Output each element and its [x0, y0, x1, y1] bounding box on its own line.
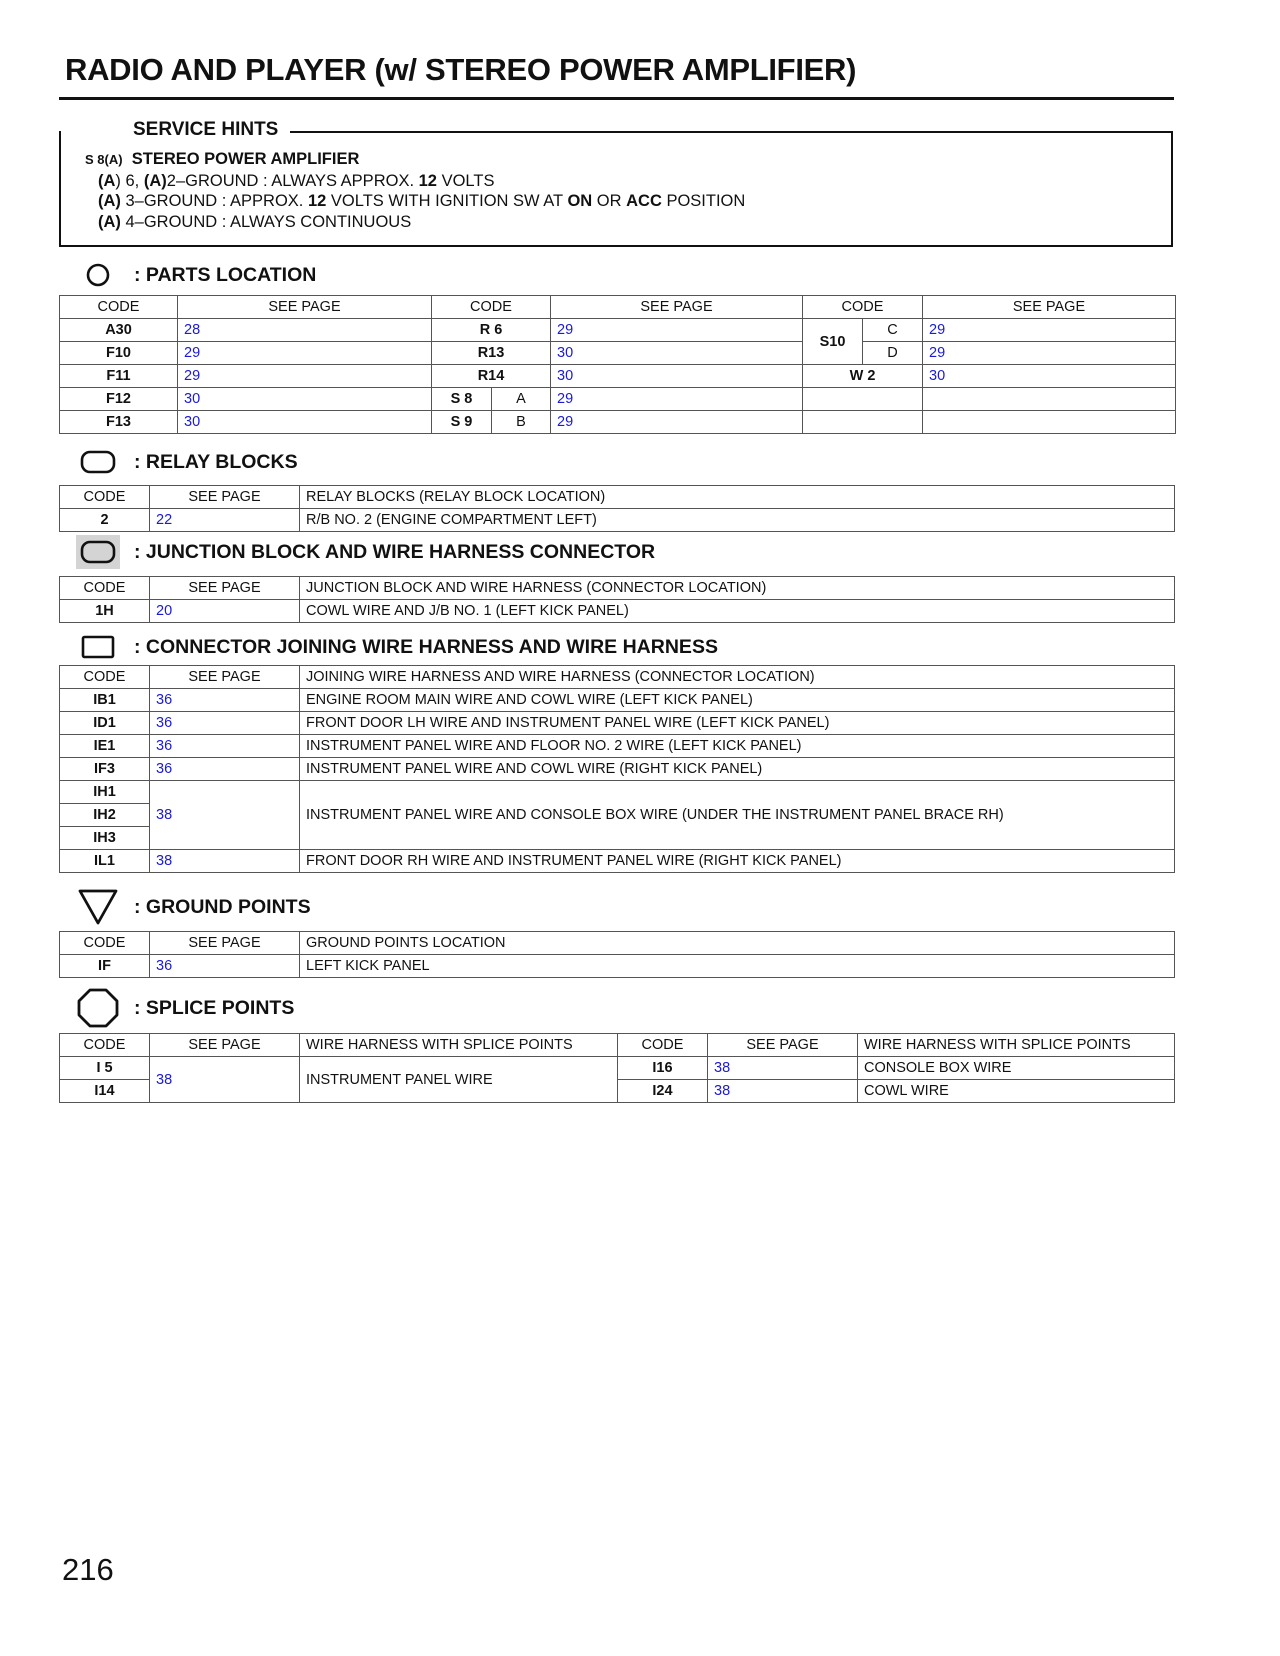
location-description: FRONT DOOR RH WIRE AND INSTRUMENT PANEL WIRE (RIGHT KICK PANEL): [300, 850, 1175, 873]
part-code: IH3: [60, 827, 150, 850]
junction-block-heading: [76, 535, 655, 569]
table-row: [60, 735, 1175, 758]
location-description: LEFT KICK PANEL: [300, 955, 1175, 978]
see-page-link: 29: [551, 388, 803, 411]
hint-connector-code: S 8(A): [85, 152, 123, 167]
ground-points-heading: [76, 890, 311, 924]
connector-sub-code: A: [492, 388, 551, 411]
table-row: [60, 600, 1175, 623]
hint-line: [85, 171, 745, 192]
location-description: INSTRUMENT PANEL WIRE AND FLOOR NO. 2 WIRE (LEFT KICK PANEL): [300, 735, 1175, 758]
column-header: SEE PAGE: [150, 1034, 300, 1057]
table-row: [60, 1057, 1175, 1080]
wire-harness-name: COWL WIRE: [858, 1080, 1175, 1103]
part-code: S 8: [432, 388, 492, 411]
table-row: [60, 388, 1176, 411]
location-description: R/B NO. 2 (ENGINE COMPARTMENT LEFT): [300, 509, 1175, 532]
triangle-down-icon: [76, 890, 120, 924]
hint-segment: ON: [567, 192, 593, 210]
hint-lines: [85, 171, 745, 233]
column-header: SEE PAGE: [708, 1034, 858, 1057]
part-code: ID1: [60, 712, 150, 735]
junction-block-table: [59, 576, 1175, 623]
section-label: : CONNECTOR JOINING WIRE HARNESS AND WIRE HARNESS: [134, 635, 718, 658]
splice-code: I 5: [60, 1057, 150, 1080]
connector-joining-heading: [76, 630, 718, 664]
part-code: R14: [432, 365, 551, 388]
table-header-row: [60, 577, 1175, 600]
hint-segment: OR: [592, 192, 627, 210]
hint-segment: VOLTS WITH IGNITION SW AT: [326, 192, 568, 210]
table-row: [60, 781, 1175, 804]
shaded-rounded-rect-icon: [76, 535, 120, 569]
column-header: WIRE HARNESS WITH SPLICE POINTS: [858, 1034, 1175, 1057]
empty-cell: [923, 388, 1176, 411]
connector-joining-table: [59, 665, 1175, 873]
ground-points-table: [59, 931, 1175, 978]
table-header-row: [60, 932, 1175, 955]
table-row: [60, 411, 1176, 434]
location-description: INSTRUMENT PANEL WIRE AND COWL WIRE (RIGHT KICK PANEL): [300, 758, 1175, 781]
rounded-rect-icon: [76, 445, 120, 479]
see-page-link: 30: [551, 365, 803, 388]
empty-cell: [803, 388, 923, 411]
see-page-link: 36: [150, 712, 300, 735]
rectangle-icon: [76, 630, 120, 664]
connector-sub-code: B: [492, 411, 551, 434]
see-page-link: 38: [708, 1057, 858, 1080]
column-header: CODE: [803, 296, 923, 319]
column-header: CODE: [60, 296, 178, 319]
page-number: 216: [62, 1552, 114, 1587]
see-page-link: 36: [150, 955, 300, 978]
hint-segment: ) 6,: [115, 171, 144, 190]
part-code: IF: [60, 955, 150, 978]
part-code: IH2: [60, 804, 150, 827]
part-code: IE1: [60, 735, 150, 758]
column-header: JOINING WIRE HARNESS AND WIRE HARNESS (CONNECTOR LOCATION): [300, 666, 1175, 689]
see-page-link: 30: [551, 342, 803, 365]
hint-segment: 12: [418, 171, 437, 190]
see-page-link: 22: [150, 509, 300, 532]
location-description: ENGINE ROOM MAIN WIRE AND COWL WIRE (LEFT KICK PANEL): [300, 689, 1175, 712]
table-header-row: [60, 1034, 1175, 1057]
hint-segment: (A): [98, 192, 121, 210]
table-row: [60, 689, 1175, 712]
part-code: R 6: [432, 319, 551, 342]
see-page-link: 38: [150, 781, 300, 850]
part-code: F11: [60, 365, 178, 388]
see-page-link: 29: [551, 411, 803, 434]
table-row: [60, 850, 1175, 873]
section-label: : PARTS LOCATION: [134, 263, 317, 286]
column-header: SEE PAGE: [551, 296, 803, 319]
column-header: SEE PAGE: [923, 296, 1176, 319]
section-label: : SPLICE POINTS: [134, 996, 295, 1019]
part-code: R13: [432, 342, 551, 365]
column-header: SEE PAGE: [150, 486, 300, 509]
splice-code: I24: [618, 1080, 708, 1103]
empty-cell: [803, 411, 923, 434]
column-header: WIRE HARNESS WITH SPLICE POINTS: [300, 1034, 618, 1057]
column-header: CODE: [60, 932, 150, 955]
see-page-link: 30: [923, 365, 1176, 388]
part-code: IH1: [60, 781, 150, 804]
table-row: [60, 509, 1175, 532]
table-row: [60, 712, 1175, 735]
location-description: FRONT DOOR LH WIRE AND INSTRUMENT PANEL WIRE (LEFT KICK PANEL): [300, 712, 1175, 735]
table-header-row: [60, 666, 1175, 689]
octagon-icon: [76, 991, 120, 1025]
part-code: IB1: [60, 689, 150, 712]
part-code: F10: [60, 342, 178, 365]
hint-segment: (A): [143, 171, 167, 190]
hint-segment: ACC: [626, 192, 662, 210]
part-code: 2: [60, 509, 150, 532]
hint-line: [85, 191, 745, 212]
part-code: F13: [60, 411, 178, 434]
table-row: [60, 342, 1176, 365]
hint-segment: (A): [98, 212, 121, 231]
splice-points-table: [59, 1033, 1175, 1103]
see-page-link: 29: [923, 319, 1176, 342]
hint-segment: POSITION: [661, 192, 746, 210]
part-code: 1H: [60, 600, 150, 623]
location-description: COWL WIRE AND J/B NO. 1 (LEFT KICK PANEL): [300, 600, 1175, 623]
section-label: : RELAY BLOCKS: [134, 450, 298, 473]
column-header: CODE: [618, 1034, 708, 1057]
parts-location-table: [59, 295, 1176, 434]
section-label: : JUNCTION BLOCK AND WIRE HARNESS CONNECTOR: [134, 540, 656, 563]
service-hints-box: [59, 119, 1173, 247]
column-header: SEE PAGE: [150, 577, 300, 600]
hint-segment: (A: [98, 171, 116, 190]
part-code: IL1: [60, 850, 150, 873]
column-header: SEE PAGE: [178, 296, 432, 319]
see-page-link: 36: [150, 758, 300, 781]
column-header: CODE: [60, 577, 150, 600]
relay-blocks-heading: [76, 445, 298, 479]
empty-cell: [923, 411, 1176, 434]
see-page-link: 20: [150, 600, 300, 623]
column-header: GROUND POINTS LOCATION: [300, 932, 1175, 955]
part-code: A30: [60, 319, 178, 342]
part-code: W 2: [803, 365, 923, 388]
page-title: RADIO AND PLAYER (w/ STEREO POWER AMPLIFIER): [65, 52, 857, 87]
see-page-link: 38: [150, 850, 300, 873]
wire-harness-name: CONSOLE BOX WIRE: [858, 1057, 1175, 1080]
hint-segment: 3–GROUND : APPROX.: [120, 192, 308, 210]
see-page-link: 29: [178, 365, 432, 388]
column-header: CODE: [60, 1034, 150, 1057]
part-code: S10: [803, 319, 863, 365]
see-page-link: 36: [150, 735, 300, 758]
location-description: INSTRUMENT PANEL WIRE AND CONSOLE BOX WIRE (UNDER THE INSTRUMENT PANEL BRACE RH): [300, 781, 1175, 850]
see-page-link: 28: [178, 319, 432, 342]
see-page-link: 38: [150, 1057, 300, 1103]
hint-component: [85, 149, 745, 171]
splice-code: I16: [618, 1057, 708, 1080]
see-page-link: 29: [551, 319, 803, 342]
hint-segment: VOLTS: [436, 171, 495, 190]
column-header: CODE: [60, 666, 150, 689]
see-page-link: 38: [708, 1080, 858, 1103]
see-page-link: 36: [150, 689, 300, 712]
see-page-link: 29: [923, 342, 1176, 365]
service-hints-body: [85, 149, 745, 232]
connector-sub-code: D: [863, 342, 923, 365]
parts-location-heading: [76, 258, 316, 292]
see-page-link: 30: [178, 411, 432, 434]
table-row: [60, 365, 1176, 388]
column-header: CODE: [60, 486, 150, 509]
table-row: [60, 758, 1175, 781]
connector-sub-code: C: [863, 319, 923, 342]
column-header: SEE PAGE: [150, 666, 300, 689]
table-header-row: [60, 486, 1175, 509]
column-header: CODE: [432, 296, 551, 319]
hint-line: [85, 212, 745, 233]
service-hints-title: SERVICE HINTS: [121, 118, 290, 142]
column-header: RELAY BLOCKS (RELAY BLOCK LOCATION): [300, 486, 1175, 509]
part-code: F12: [60, 388, 178, 411]
see-page-link: 30: [178, 388, 432, 411]
splice-points-heading: [76, 991, 294, 1025]
section-label: : GROUND POINTS: [134, 895, 311, 918]
hint-component-name: STEREO POWER AMPLIFIER: [131, 150, 360, 168]
hint-segment: 12: [307, 192, 327, 210]
hint-segment: 4–GROUND : ALWAYS CONTINUOUS: [120, 212, 412, 231]
splice-code: I14: [60, 1080, 150, 1103]
column-header: JUNCTION BLOCK AND WIRE HARNESS (CONNECTOR LOCATION): [300, 577, 1175, 600]
hint-segment: 2–GROUND : ALWAYS APPROX.: [166, 171, 419, 190]
table-row: [60, 319, 1176, 342]
column-header: SEE PAGE: [150, 932, 300, 955]
relay-blocks-table: [59, 485, 1175, 532]
table-header-row: [60, 296, 1176, 319]
wire-harness-name: INSTRUMENT PANEL WIRE: [300, 1057, 618, 1103]
title-rule: [59, 97, 1174, 100]
see-page-link: 29: [178, 342, 432, 365]
part-code: S 9: [432, 411, 492, 434]
part-code: IF3: [60, 758, 150, 781]
circle-icon: [76, 258, 120, 292]
table-row: [60, 955, 1175, 978]
